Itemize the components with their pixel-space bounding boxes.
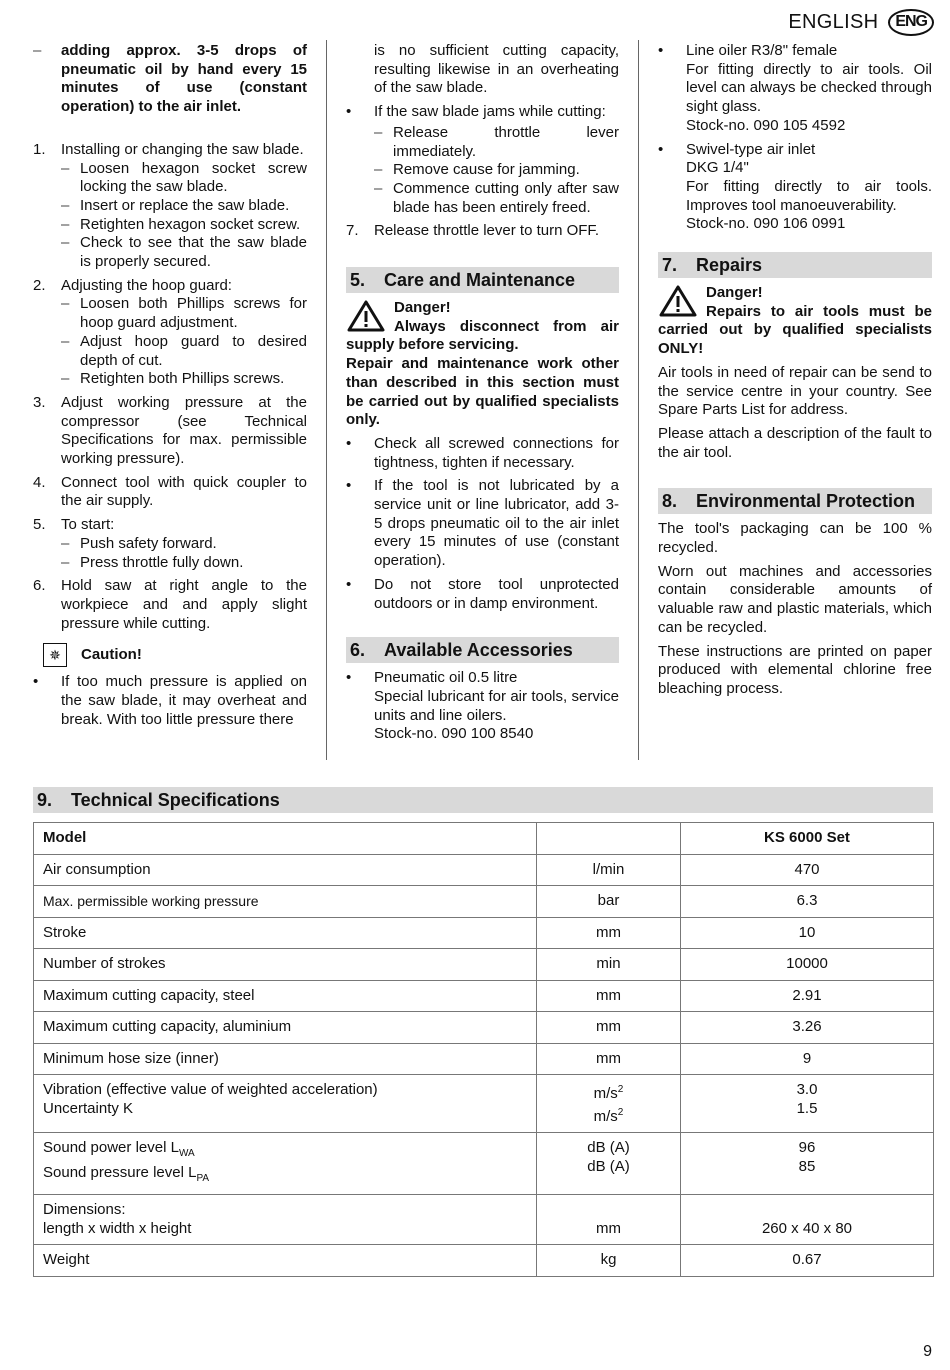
table-row-sound: Sound power level $L_{WA}$ Sound pressure level $L_{PA}$ dB (A) dB (A) 96 85: [34, 1133, 934, 1195]
language-label: ENGLISH: [788, 11, 879, 33]
step-item: 3. Adjust working pressure at the compressor (see Technical Specifications for max. permissible working pressure).: [33, 393, 307, 468]
care-bullet: • Do not store tool unprotected outdoors or in damp environment.: [346, 575, 619, 612]
column-2: [346, 42, 619, 749]
caution-continued: is no sufficient cutting capacity, resulting likewise in an overheating of the saw blade.: [374, 42, 619, 97]
substep-item: – Remove cause for jamming.: [374, 161, 580, 179]
substep-item: – Press throttle fully down.: [61, 553, 244, 571]
substep-item: – Loosen both Phillips screws for hoop guard adjustment.: [61, 295, 307, 332]
step-item: 4. Connect tool with quick coupler to the air supply.: [33, 473, 307, 510]
table-row-vibration: Vibration (effective value of weighted acceleration) Uncertainty K $m/s^2$ $m/s^2$ 3.0 1.5: [34, 1075, 934, 1133]
substep-item: – Retighten hexagon socket screw.: [61, 215, 301, 233]
table-row: Stroke mm 10: [34, 917, 934, 949]
danger-block-care: Danger! Always disconnect from air supply before servicing. Repair and maintenance work other than described in this section must be carried out by qualified specialists only.: [346, 299, 619, 429]
care-bullet: • Check all screwed connections for tightness, tighten if necessary.: [346, 434, 619, 471]
column-divider: [638, 40, 639, 760]
substep-item: – Release throttle lever immediately.: [374, 123, 619, 160]
accessory-pneumatic-oil: • Pneumatic oil 0.5 litre Special lubricant for air tools, service units and line oilers. Stock-no. 090 100 8540: [346, 669, 619, 743]
section-heading-care: 5. Care and Maintenance: [346, 267, 619, 293]
table-row-dimensions: Dimensions: length x width x height mm 260 x 40 x 80: [34, 1195, 934, 1245]
substep-item: – Push safety forward.: [61, 534, 217, 552]
section-heading-repairs: 7. Repairs: [658, 252, 932, 278]
caution-label: Caution!: [81, 646, 142, 664]
table-row: Air consumption l/min 470: [34, 854, 934, 886]
step-7: 7. Release throttle lever to turn OFF.: [346, 222, 600, 240]
table-row: Maximum cutting capacity, steel mm 2.91: [34, 980, 934, 1012]
environment-paragraph: The tool's packaging can be 100 % recycled.: [658, 520, 932, 557]
table-row: Minimum hose size (inner) mm 9: [34, 1043, 934, 1075]
accessory-line-oiler: • Line oiler R3/8" female For fitting directly to air tools. Oil level can always be checked through sight glass. Stock-no. 090 105 4592: [658, 42, 932, 134]
warning-triangle-icon: [346, 299, 386, 333]
specs-table: [33, 822, 934, 1277]
jam-bullet: • If the saw blade jams while cutting:: [346, 103, 606, 121]
caution-icon: ✵: [43, 643, 67, 667]
danger-block-repairs: Danger! Repairs to air tools must be carried out by qualified specialists ONLY!: [658, 284, 932, 358]
column-1: [33, 42, 307, 735]
jam-substeps: [374, 124, 619, 218]
section-heading-specs: 9. Technical Specifications: [33, 787, 933, 813]
operation-steps: [33, 141, 307, 634]
stock-number: Stock-no. 090 105 4592: [686, 116, 846, 134]
table-row: Number of strokes min 10000: [34, 949, 934, 981]
care-bullets: [346, 435, 619, 613]
substep-item: – Adjust hoop guard to desired depth of cut.: [61, 332, 307, 369]
environment-paragraph: Worn out machines and accessories contain considerable amounts of valuable raw and plastic materials, which can be recycled.: [658, 562, 932, 636]
substep-item: – Loosen hexagon socket screw locking the saw blade.: [61, 159, 307, 196]
table-header-row: Model KS 6000 Set: [34, 823, 934, 855]
care-bullet: • If the tool is not lubricated by a service unit or line lubricator, add 3-5 drops pneumatic oil to the air inlet every 15 minutes of use (constant operation).: [346, 477, 619, 570]
repair-paragraph: Please attach a description of the fault to the air tool.: [658, 424, 932, 461]
caution-block: [43, 643, 307, 667]
substep-item: – Retighten both Phillips screws.: [61, 370, 285, 388]
environment-paragraph: These instructions are printed on paper produced with elemental chlorine free bleaching process.: [658, 642, 932, 697]
step-item: 5. To start: – Push safety forward. – Press throttle fully down.: [33, 516, 307, 572]
step-item: 1. Installing or changing the saw blade. – Loosen hexagon socket screw locking the saw blade. – Insert or replace the saw blade. – Retighten hexagon socket screw. – Check to see that the saw blade is properly secured.: [33, 140, 307, 271]
column-3: [658, 42, 932, 699]
substep-item: – Insert or replace the saw blade.: [61, 196, 290, 214]
substep-item: – Commence cutting only after saw blade has been entirely freed.: [374, 179, 619, 216]
language-indicator: [788, 9, 934, 36]
language-badge: ENG: [888, 9, 934, 36]
repair-paragraph: Air tools in need of repair can be send to the service centre in your country. See Spare Parts List for address.: [658, 363, 932, 419]
step-item: 2. Adjusting the hoop guard: – Loosen both Phillips screws for hoop guard adjustment. – Adjust hoop guard to desired depth of cut. – Retighten both Phillips screws.: [33, 276, 307, 388]
column-divider: [326, 40, 327, 760]
warning-triangle-icon: [658, 284, 698, 318]
table-row: Max. permissible working pressure bar 6.3: [34, 886, 934, 918]
substep-item: – Check to see that the saw blade is properly secured.: [61, 234, 307, 271]
accessory-swivel-inlet: • Swivel-type air inlet DKG 1/4" For fitting directly to air tools. Improves tool manoeuverability. Stock-no. 090 106 0991: [658, 140, 932, 233]
stock-number: Stock-no. 090 106 0991: [686, 215, 846, 233]
lubrication-note: – adding approx. 3-5 drops of pneumatic oil by hand every 15 minutes of use (constant operation) to the air inlet.: [33, 42, 307, 116]
caution-bullet: • If too much pressure is applied on the saw blade, it may overheat and break. With too little pressure there: [33, 673, 307, 728]
table-row-weight: Weight kg 0.67: [34, 1245, 934, 1277]
section-heading-environment: 8. Environmental Protection: [658, 488, 932, 514]
stock-number: Stock-no. 090 100 8540: [374, 725, 534, 743]
page-number: 9: [923, 1343, 932, 1361]
table-row: Maximum cutting capacity, aluminium mm 3.26: [34, 1012, 934, 1044]
section-heading-accessories: 6. Available Accessories: [346, 637, 619, 663]
step-item: 6. Hold saw at right angle to the workpiece and and apply slight pressure while cutting.: [33, 577, 307, 632]
